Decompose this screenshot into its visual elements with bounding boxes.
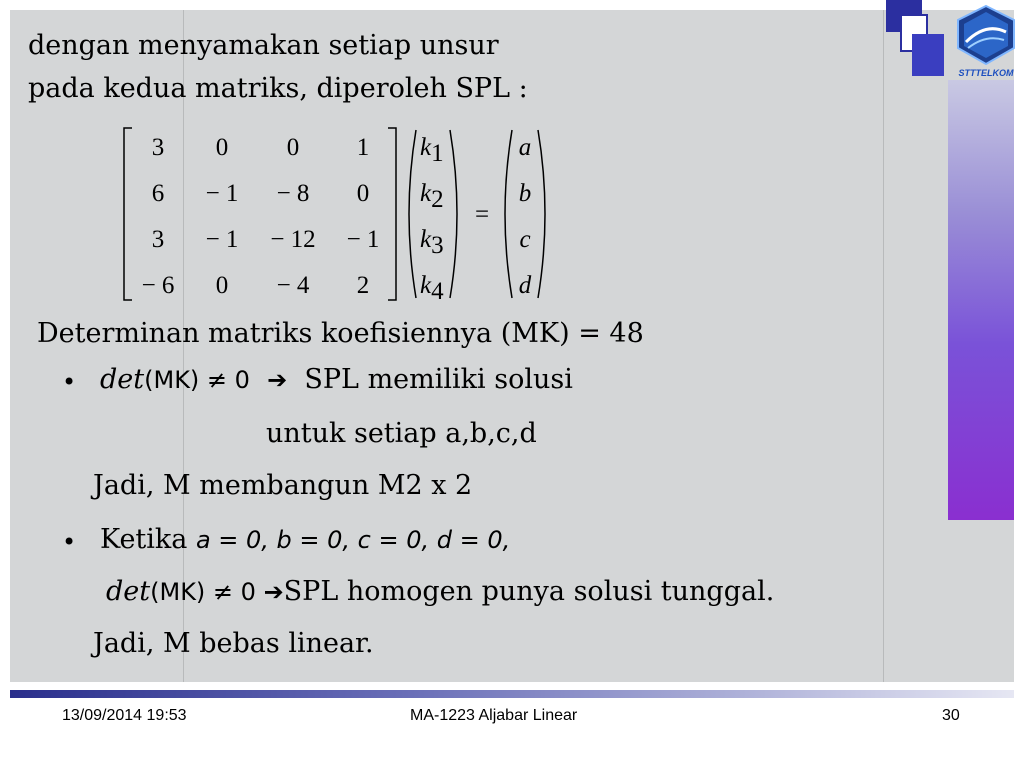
unknown-sub: 4 xyxy=(431,278,444,305)
constants-vector xyxy=(519,134,532,299)
bullet-2-result: SPL homogen punya solusi tunggal. xyxy=(283,576,775,607)
logo-text: STTTELKOM xyxy=(958,68,1014,78)
unknown-base: k xyxy=(420,226,432,253)
unknown-sub: 1 xyxy=(431,140,444,167)
footer-date: 13/09/2014 19:53 xyxy=(62,707,187,724)
bullet-2-line xyxy=(100,526,510,553)
arrow-icon: ➔ xyxy=(267,366,288,394)
bullet-1-line xyxy=(100,366,573,393)
unknown-sub: 3 xyxy=(431,232,444,259)
constant-cell: b xyxy=(518,180,532,207)
matrix-cell: − 12 xyxy=(270,226,316,253)
intro-line-2: pada kedua matriks, diperoleh SPL : xyxy=(28,73,528,104)
bullet-2-marker: • xyxy=(62,528,77,556)
bullet-2-label: Ketika xyxy=(100,524,196,555)
det-label: det xyxy=(100,364,145,395)
det-expression-2: (MK) ≠ 0 xyxy=(150,578,264,606)
bullet-2-condition: a = 0, b = 0, c = 0, d = 0, xyxy=(195,526,511,554)
matrix-cell: − 1 xyxy=(205,226,239,253)
bullet-1-continuation: untuk setiap a,b,c,d xyxy=(266,418,537,449)
svg-text:k1 xyxy=(420,134,444,167)
constant-cell: c xyxy=(519,226,531,253)
footer-divider-bar xyxy=(10,690,1014,698)
matrix-cell: 3 xyxy=(151,134,165,161)
svg-text:k3 xyxy=(420,226,444,259)
footer-course: MA-1223 Aljabar Linear xyxy=(410,707,578,724)
matrix-cell: 0 xyxy=(286,134,300,161)
det-expression: (MK) ≠ 0 xyxy=(144,366,250,394)
decor-square-3 xyxy=(912,34,944,76)
svg-text:k2 xyxy=(420,180,444,213)
bullet-2-line-2 xyxy=(106,578,774,605)
conclusion-2: Jadi, M bebas linear. xyxy=(93,628,374,659)
determinant-line: Determinan matriks koefisiennya (MK) = 48 xyxy=(37,318,644,349)
decorative-gradient-bar xyxy=(948,80,1014,520)
constant-cell: a xyxy=(518,134,532,161)
svg-text:k4 xyxy=(420,272,444,305)
matrix-cell: − 6 xyxy=(141,272,175,299)
bullet-1-marker: • xyxy=(62,368,77,396)
matrix-cell: 2 xyxy=(356,272,370,299)
footer-page-number: 30 xyxy=(942,707,960,724)
matrix-cell: 0 xyxy=(215,272,229,299)
arrow-icon: ➔ xyxy=(263,578,284,606)
unknown-base: k xyxy=(420,272,432,299)
matrix-cell: − 1 xyxy=(205,180,239,207)
unknown-base: k xyxy=(420,134,432,161)
sttelkom-logo xyxy=(948,2,1024,80)
constant-cell: d xyxy=(518,272,532,299)
matrix-cell: − 4 xyxy=(276,272,310,299)
det-label-2: det xyxy=(106,576,151,607)
matrix-cell: 3 xyxy=(151,226,165,253)
coefficient-matrix xyxy=(142,134,380,299)
matrix-cell: 6 xyxy=(151,180,165,207)
matrix-cell: 0 xyxy=(215,134,229,161)
intro-line-1: dengan menyamakan setiap unsur xyxy=(28,30,499,61)
unknowns-vector xyxy=(420,134,444,305)
matrix-cell: 1 xyxy=(356,134,370,161)
unknown-base: k xyxy=(420,180,432,207)
divider-right xyxy=(883,10,884,682)
matrix-cell: − 1 xyxy=(346,226,380,253)
bullet-1-text: SPL memiliki solusi xyxy=(304,364,573,395)
equals-sign: = xyxy=(474,201,490,228)
unknown-sub: 2 xyxy=(431,186,444,213)
matrix-cell: − 8 xyxy=(276,180,310,207)
conclusion-1: Jadi, M membangun M2 x 2 xyxy=(93,470,473,501)
matrix-equation xyxy=(110,118,570,308)
matrix-cell: 0 xyxy=(356,180,370,207)
